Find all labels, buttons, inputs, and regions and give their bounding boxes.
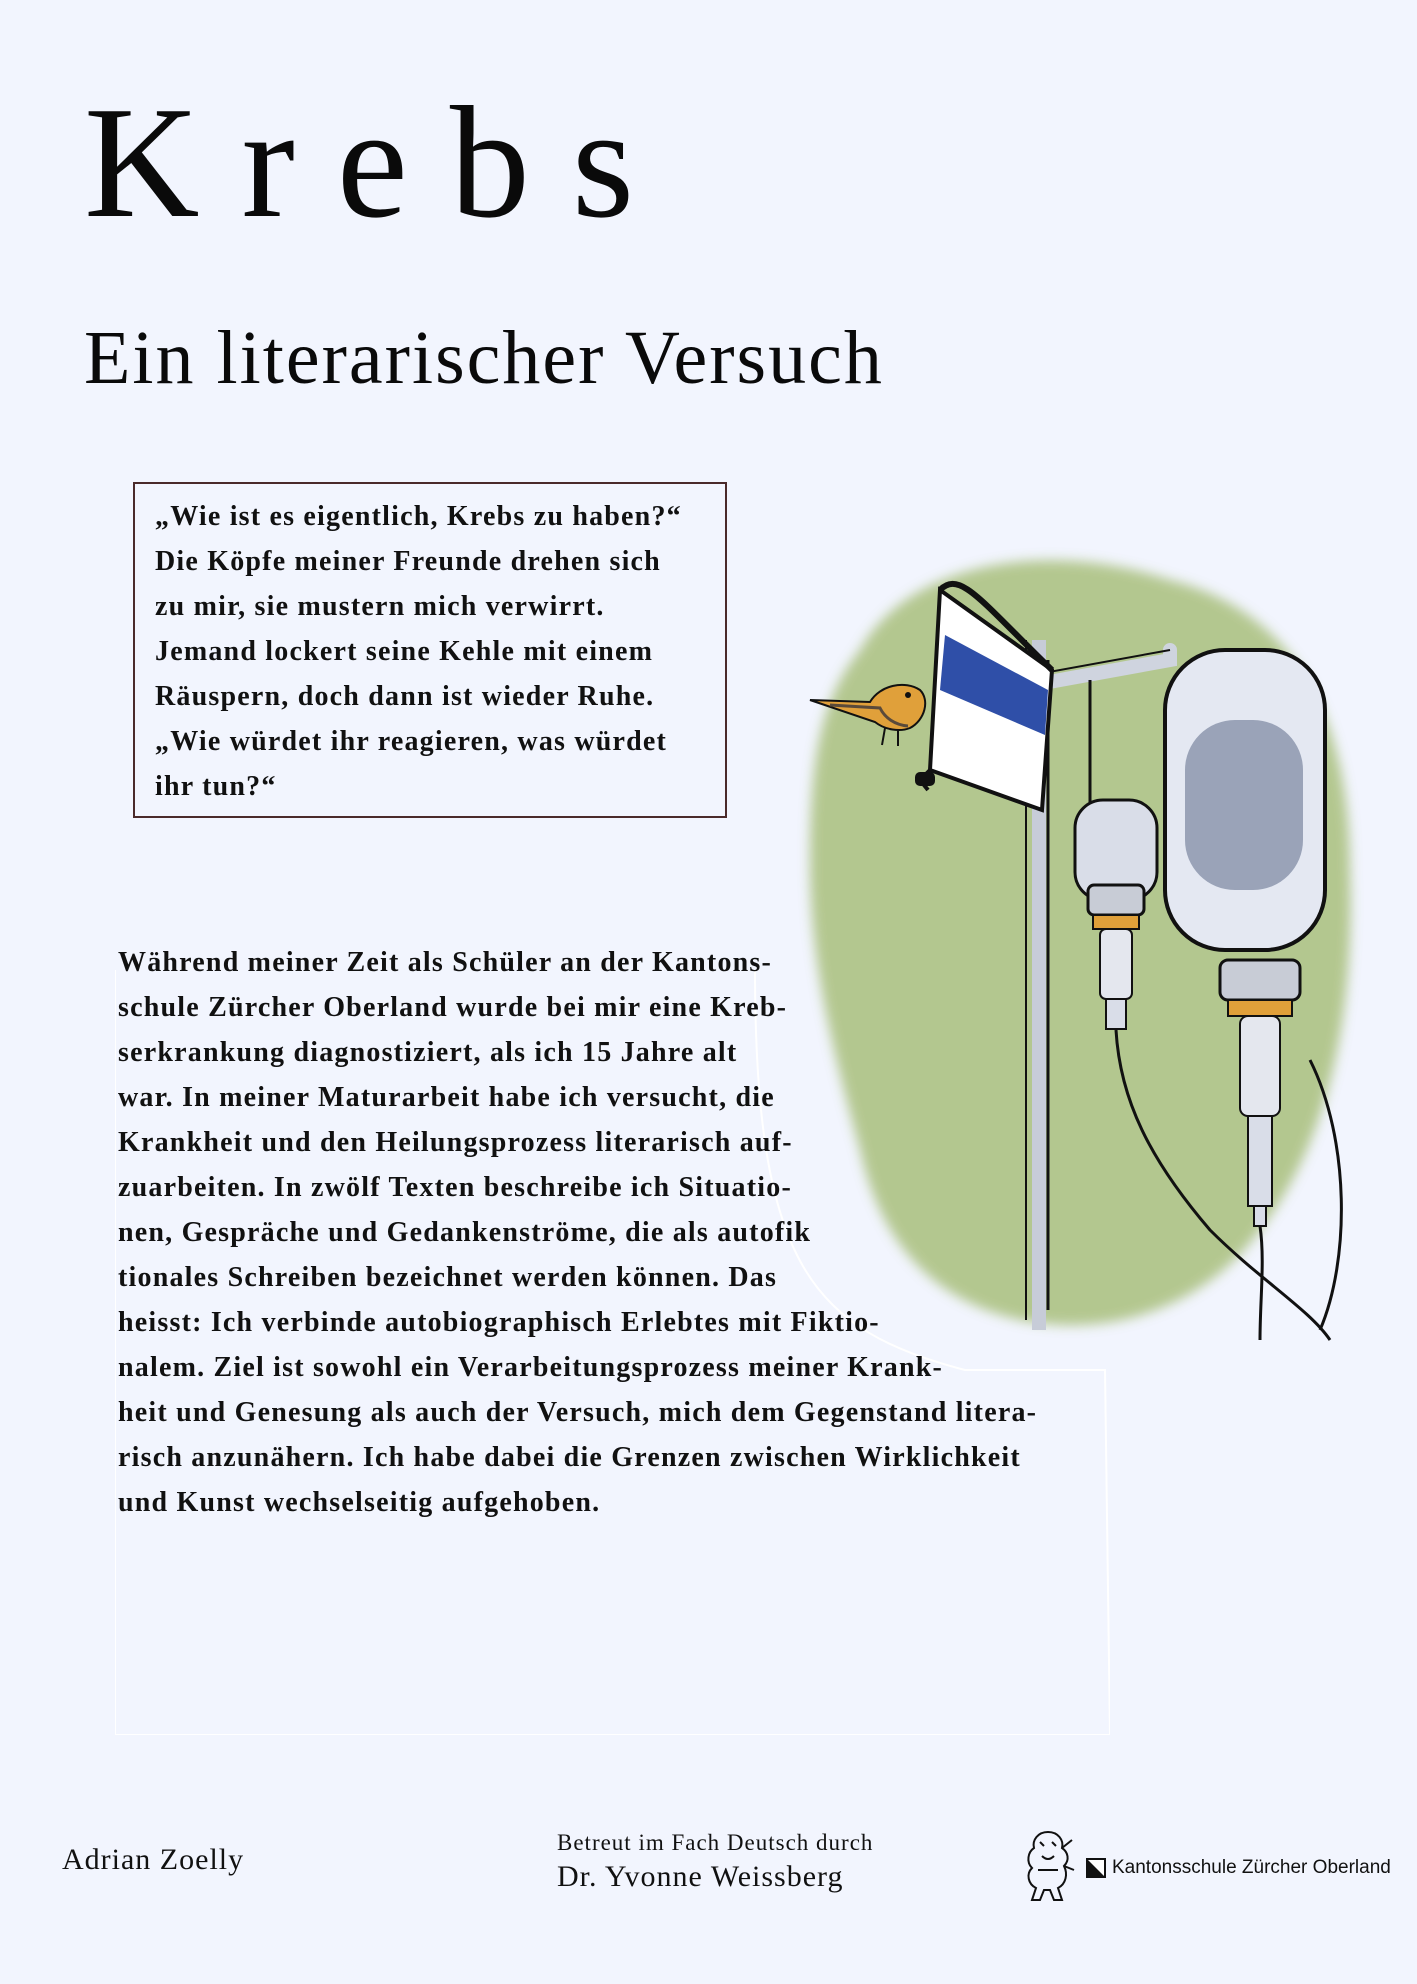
author-name: Adrian Zoelly (62, 1843, 245, 1876)
description-line: risch anzunähern. Ich habe dabei die Grenzen zwischen Wirklichkeit (118, 1442, 1021, 1473)
poster-subtitle: Ein literarischer Versuch (84, 316, 884, 400)
quote-line: „Wie würdet ihr reagieren, was würdet (155, 726, 668, 757)
description-line: tionales Schreiben bezeichnet werden können. Das (118, 1262, 778, 1293)
description-line: schule Zürcher Oberland wurde bei mir eine Kreb- (118, 992, 788, 1023)
description-line: Krankheit und den Heilungsprozess literarisch auf- (118, 1127, 793, 1158)
description-line: heit und Genesung als auch der Versuch, mich dem Gegenstand litera- (118, 1397, 1038, 1428)
supervisor-caption: Betreut im Fach Deutsch durch (557, 1830, 874, 1855)
description-line: serkrankung diagnostiziert, als ich 15 Jahre alt (118, 1037, 738, 1068)
poster-title: Krebs (84, 73, 677, 251)
description-line: war. In meiner Maturarbeit habe ich versucht, die (118, 1082, 775, 1113)
description-text (118, 940, 1118, 1525)
quote-box (133, 482, 727, 818)
canton-flag-icon (1086, 1858, 1106, 1878)
description-line: und Kunst wechselseitig aufgehoben. (118, 1487, 601, 1518)
quote-line: zu mir, sie mustern mich verwirrt. (155, 591, 605, 622)
quote-line: ihr tun?“ (155, 771, 277, 802)
quote-line: Jemand lockert seine Kehle mit einem (155, 636, 654, 667)
quote-line: Die Köpfe meiner Freunde drehen sich (155, 546, 661, 577)
description-line: heisst: Ich verbinde autobiographisch Erlebtes mit Fiktio- (118, 1307, 880, 1338)
school-name: Kantonsschule Zürcher Oberland (1112, 1857, 1391, 1878)
description-line: Während meiner Zeit als Schüler an der Kantons- (118, 947, 773, 978)
description-line: nalem. Ziel ist sowohl ein Verarbeitungsprozess meiner Krank- (118, 1352, 944, 1383)
quote-line: Räuspern, doch dann ist wieder Ruhe. (155, 681, 655, 712)
lion-crest-icon (1018, 1826, 1078, 1906)
description-line: nen, Gespräche und Gedankenströme, die als autofik (118, 1217, 812, 1248)
description-line: zuarbeiten. In zwölf Texten beschreibe ich Situatio- (118, 1172, 792, 1203)
quote-line: „Wie ist es eigentlich, Krebs zu haben?“ (155, 501, 682, 532)
supervisor-name: Dr. Yvonne Weissberg (557, 1860, 844, 1893)
